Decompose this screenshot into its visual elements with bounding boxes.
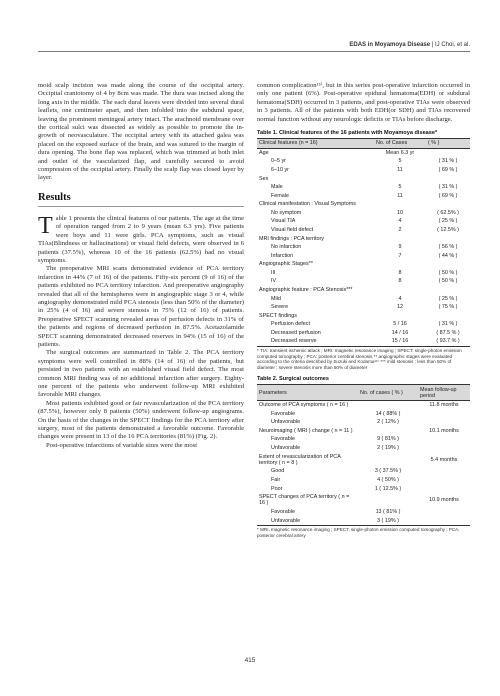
row-cases: 14 / 16 (391, 329, 409, 336)
row-value (418, 484, 470, 493)
table-row (257, 418, 470, 427)
running-head (349, 42, 470, 48)
table-row (257, 409, 470, 418)
row-label: Sex (259, 175, 269, 182)
table1-header-feature: Clinical features (n = 16) (257, 139, 374, 149)
row-value: ( 87.5 % ) (436, 329, 460, 336)
complications-paragraph: common complication¹⁵⁾, but in this series post-operative infarction occurred in only one patient (6%). Post-operative epidural hematoma(EDH) or subdural hematoma(SDH) occurred in 3 patients, and post-operative TIAs were observed in 3 patients. All of the patients with both EDH(or SDH) and TIAs recovered normal function without any neurologic deficits or TIAs before discharge. (257, 82, 470, 123)
row-cases: 11 (397, 166, 403, 173)
table-row (257, 277, 470, 286)
row-cases: 7 (398, 252, 402, 259)
table-row (257, 337, 470, 346)
row-label: Favorable (271, 508, 295, 515)
row-value (426, 174, 470, 183)
row-value: ( 44 % ) (438, 252, 458, 259)
row-value: ( 25 % ) (438, 218, 458, 225)
row-label: Favorable (271, 436, 295, 443)
table-row (257, 269, 470, 278)
row-label: SPECT changes of PCA territory ( n = 16 ) (259, 494, 350, 507)
table-row (257, 476, 470, 485)
row-value: 10.1 months (429, 427, 459, 434)
row-label: Extent of revascularization of PCA territory ( n = 8 ) (259, 453, 341, 466)
table2-surgical-outcomes (257, 384, 470, 526)
table2-header-cases: No. of cases ( % ) (358, 385, 418, 401)
results-heading: Results (38, 192, 244, 207)
row-value (418, 444, 470, 453)
row-cases: 5 (398, 184, 402, 191)
row-label: Visual field defect (271, 226, 314, 233)
table2-body (257, 400, 470, 525)
row-value: 11.8 months (429, 402, 459, 409)
row-cases: Mean 6.3 yr (385, 149, 415, 156)
row-cases: 4 (398, 218, 402, 225)
table-row (257, 234, 470, 243)
row-value (418, 516, 470, 525)
table-row (257, 148, 470, 157)
row-label: Fair (271, 476, 281, 483)
row-label: 0–5 yr (271, 158, 286, 165)
row-label: Angiographic Stages** (259, 261, 313, 268)
row-value: ( 50 % ) (438, 269, 458, 276)
row-cases (374, 174, 426, 183)
left-column (38, 82, 244, 450)
row-cases: 8 (398, 278, 402, 285)
row-value: ( 31 % ) (438, 184, 458, 191)
row-value (418, 435, 470, 444)
table-row (257, 516, 470, 525)
row-value: ( 31 % ) (438, 321, 458, 328)
row-cases: 12 (397, 304, 403, 311)
row-cases: 1 ( 12.5% ) (374, 485, 402, 492)
table-row (257, 444, 470, 453)
row-cases (374, 234, 426, 243)
table-row (257, 329, 470, 338)
methods-continuation-paragraph: moid scalp incision was made along the course of the occipital artery. Occipital craniotomy of 4 by 8cm was made. The dura was incised along the long axis in the middle. The each dural leaves were divided into several dural leaflets, one centimeter apart, and then infolded into the subdural space, leaving the prominent meningeal artery intact. The arachnoid membrane over the cortical sulci was dissected as widely as possible to promote the in-growth of neovasculature. The occipital artery with its attached galea was placed on the exposed surface of the brain, and was sutured to the margin of dura opening. The bone flap was replaced, which was trimmed at both inlet and outlet of the vascularized flap, and carefully secured to avoid compression of the occipital artery. Finally the scalp flap was closed layer by layer. (38, 82, 244, 182)
row-value: ( 62.5% ) (437, 209, 459, 216)
row-cases: 9 ( 81% ) (377, 436, 399, 443)
row-label: Clinical manifestation : Visual Symptoms (259, 201, 356, 208)
row-cases: 13 ( 81% ) (375, 508, 401, 515)
table1-body (257, 148, 470, 346)
row-value (426, 148, 470, 157)
row-cases (374, 312, 426, 321)
right-column (257, 82, 470, 538)
row-label: Angiographic feature : PCA Stenosis*** (259, 287, 353, 294)
row-label: Severe (271, 304, 289, 311)
page-number: 415 (244, 657, 256, 664)
row-cases (358, 452, 418, 467)
row-value (426, 260, 470, 269)
table-row (257, 303, 470, 312)
row-value: ( 69 % ) (438, 192, 458, 199)
row-cases: 2 ( 19% ) (377, 444, 399, 451)
drop-cap: T (38, 212, 53, 239)
row-value: ( 69 % ) (438, 166, 458, 173)
table-row (257, 260, 470, 269)
table-row (257, 209, 470, 218)
row-label: Favorable (271, 410, 295, 417)
row-value (426, 234, 470, 243)
row-label: Visual TIA (271, 218, 296, 225)
row-label: III (271, 269, 276, 276)
running-head-title: EDAS in Moyamoya Disease (349, 42, 431, 48)
row-value: ( 93.7 % ) (426, 337, 470, 346)
row-label: Female (271, 192, 289, 199)
row-value (426, 312, 470, 321)
row-label: MRI findings : PCA territory (259, 235, 325, 242)
table-row (257, 452, 470, 467)
table1-header-cases: No. of Cases (374, 139, 426, 149)
results-paragraph-5: Post-operative infarctions of variable sizes were the most (46, 441, 198, 449)
row-label: Unfavorable (257, 516, 358, 525)
row-value (418, 467, 470, 476)
table2-header-row (257, 385, 470, 401)
row-value (426, 286, 470, 295)
row-cases: 5 (398, 158, 402, 165)
table2-header-period: Mean follow-up period (418, 385, 470, 401)
table-row (257, 286, 470, 295)
row-label: Unfavorable (271, 444, 301, 451)
table-row (257, 243, 470, 252)
row-label: Poor (271, 485, 283, 492)
table-row (257, 192, 470, 201)
row-label: Unfavorable (271, 419, 301, 426)
row-value: ( 31 % ) (438, 158, 458, 165)
running-head-separator: | (430, 42, 435, 48)
table-row (257, 435, 470, 444)
row-cases: 14 ( 88% ) (375, 410, 401, 417)
row-value: 5.4 months (430, 456, 458, 463)
row-cases (374, 286, 426, 295)
running-head-authors: IJ Choi, et al. (434, 42, 470, 48)
row-cases: 4 ( 50% ) (377, 476, 399, 483)
row-label: Infarction (271, 252, 294, 259)
row-label: Decreased reserve (257, 337, 374, 346)
table1-caption: Table 1. Clinical features of the 16 patients with Moyamoya disease* (257, 130, 438, 137)
row-cases: 2 (398, 226, 402, 233)
table-row (257, 484, 470, 493)
table-row (257, 157, 470, 166)
header-rule (38, 51, 470, 52)
table-row (257, 174, 470, 183)
row-label: 6–10 yr (271, 166, 289, 173)
row-cases: 2 ( 12% ) (377, 419, 399, 426)
row-value (418, 508, 470, 517)
row-cases (358, 493, 418, 508)
table-row (257, 427, 470, 436)
results-paragraph-3: The surgical outcomes are summarized in Table 2. The PCA territory symptoms were well controlled in 88% (14 of 16) of the patients, but persisted in two patients with an established visual field defect. The most common MRI finding was of no additional infarction after surgery. Eighty-one percent of the patients who underwent follow-up MRI exhibited favorable MRI changes. (38, 349, 244, 399)
row-cases: 4 (398, 295, 402, 302)
table-row (257, 200, 470, 209)
row-label: Age (259, 149, 269, 156)
table-row (257, 312, 470, 321)
results-paragraph-2: The preoperative MRI scans demonstrated evidence of PCA territory infarction in 44% (7 of 16) of the patients. Fifty-six percent (9 of 16) of the patients exhibited no PCA territory infarction. And preoperative angiography revealed that all of the hemispheres were in angiographic stage 3 or 4, while angiography demonstrated mild PCA stenosis (less than 50% of the diameter) in 25% (4 of 16) and severe stenosis in 75% (12 of 16) of patients. Preoperative SPECT scanning revealed areas of perfusion defects in 31% of the patients and regions of decreased perfusion in 87.5%. Acetazolamide SPECT scanning demonstrated decreased reserves in 94% (15 of 16) of the patients. (38, 265, 244, 348)
table1-footnote: * TIA: transient ischemic attack ; MRI: magnetic resonance imaging ; SPECT: single-photon emission computed tomography ; PCA: posterior cerebral stenosis ** angiographic stages were evaluated according to the criteria described by Suzuki and Kodama¹⁶⁾ *** mild stenosis ; less than 50% of diameter ; severe stenosis more than 50% of diameter (257, 347, 462, 370)
row-cases: 8 (398, 269, 402, 276)
row-cases (358, 427, 418, 436)
table-row (257, 252, 470, 261)
row-cases (374, 200, 426, 209)
table1-clinical-features (257, 138, 470, 347)
row-cases: 5 / 16 (393, 321, 407, 328)
results-paragraph-1-text: able 1 presents the clinical features of our patients. The age at the time of operation ranged from 2 to 9 years (mean 6.3 yrs). Five patients were boys and 11 were girls. PCA symptoms, such as visual TIAs(Blindness or hallucinations) or visual field defects, were observed in 6 patients (37.5%), whereas 10 of the 16 patients (62.5%) had no visual symptoms. (38, 214, 244, 264)
row-cases (358, 400, 418, 409)
table2-header-parameters: Parameters (257, 385, 358, 401)
table1-header-row (257, 139, 470, 149)
row-cases (374, 260, 426, 269)
table2-caption: Table 2. Surgical outcomes (257, 376, 330, 383)
row-value (418, 409, 470, 418)
row-label: SPECT findings (259, 312, 297, 319)
row-label: Neuroimaging ( MRI ) change ( n = 11 ) (259, 427, 353, 434)
row-value (426, 200, 470, 209)
table-row (257, 294, 470, 303)
row-label: Decreased perfusion (271, 329, 321, 336)
row-label: IV (271, 278, 277, 285)
table1-header-percent: ( % ) (426, 139, 470, 149)
table-row (257, 183, 470, 192)
row-cases: 3 ( 37.5% ) (374, 468, 402, 475)
row-label: No symptom (271, 209, 302, 216)
row-value: ( 56 % ) (438, 244, 458, 251)
row-value: 10.9 months (429, 497, 459, 504)
row-label: Perfusion defect (271, 321, 310, 328)
table-row (257, 508, 470, 517)
row-label: No infarction (271, 244, 302, 251)
table-row (257, 217, 470, 226)
table-row (257, 226, 470, 235)
row-value: ( 75 % ) (438, 304, 458, 311)
row-value (418, 418, 470, 427)
table-row (257, 320, 470, 329)
row-label: Mild (271, 295, 281, 302)
row-cases: 11 (397, 192, 403, 199)
row-cases: 10 (397, 209, 403, 216)
table-row (257, 166, 470, 175)
table-row (257, 467, 470, 476)
row-value: ( 50 % ) (438, 278, 458, 285)
row-label: Outcome of PCA symptoms ( n = 16 ) (259, 402, 349, 409)
row-cases: 15 / 16 (374, 337, 426, 346)
row-value: ( 12.5% ) (437, 226, 459, 233)
results-paragraph-1 (38, 212, 244, 265)
table-row (257, 493, 470, 508)
results-paragraph-4: Most patients exhibited good or fair revascularization of the PCA territory (87.5%), however only 8 patients (50%) underwent follow-up angiograms. On the basis of the changes in the SPECT findings for the PCA territory after surgery, most of the patients demonstrated a favorable outcome. Favorable changes were present in 13 of the 16 PCA territories (81%) (Fig. 2). (38, 399, 244, 441)
row-cases: 9 (398, 244, 402, 251)
table-row (257, 400, 470, 409)
row-label: Male (271, 184, 283, 191)
row-label: Good (271, 468, 285, 475)
table2-footnote: * MRI, magnetic resonance imaging ; SPECT, single-photon emission computed tomography ; PCA, posterior cerebral artery (257, 527, 460, 538)
row-value (418, 476, 470, 485)
row-value: ( 25 % ) (438, 295, 458, 302)
row-cases: 3 ( 19% ) (358, 516, 418, 525)
